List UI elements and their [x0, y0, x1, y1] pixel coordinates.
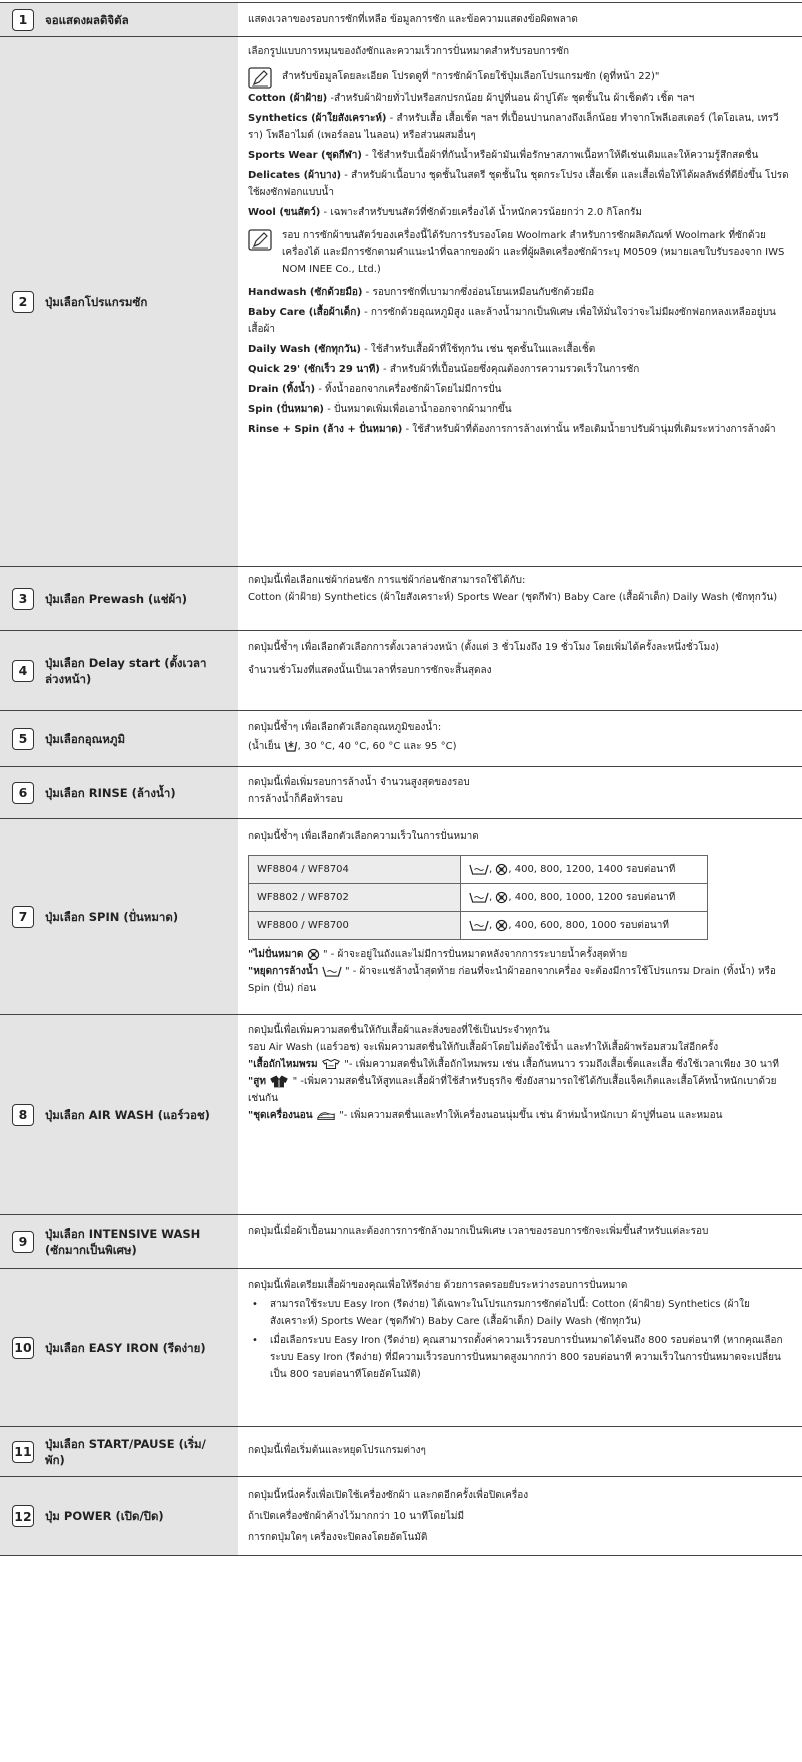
row-description [238, 631, 802, 710]
no-spin-note: "ไม่ปั่นหมาด " - ผ้าจะอยู่ในถังและไม่มีการปั่นหมาดหลังจากการระบายน้ำครั้งสุดท้าย [248, 949, 628, 960]
description-line: กดปุ่มนี้เมื่อผ้าเปื้อนมากและต้องการการซักล้างมากเป็นพิเศษ เวลาของรอบการซักจะเพิ่มขึ้นสำหรับแต่ละรอบ [248, 1226, 709, 1237]
temperature-options: (น้ำเย็น , 30 °C, 40 °C, 60 °C และ 95 °C) [248, 741, 457, 752]
air-wash-suit-item: "สูท " -เพิ่มความสดชื่นให้สูทและเสื้อผ้าที่ใช้สำหรับธุรกิจ ซึ่งยังสามารถใช้ได้กับเสื้อแจ็คเก็ตและเสื้อโค้ทน้ำหนักเบาด้วยเช่นกัน [248, 1076, 777, 1104]
table-row-3 [0, 566, 802, 630]
description-line: จำนวนชั่วโมงที่แสดงนั้นเป็นเวลาที่รอบการซักจะสิ้นสุดลง [248, 665, 492, 676]
item-title: ปุ่มเลือก EASY IRON (รีดง่าย) [45, 1340, 206, 1355]
item-number: 11 [12, 1441, 34, 1463]
list-item: • สามารถใช้ระบบ Easy Iron (รีดง่าย) ได้เฉพาะในโปรแกรมการซักต่อไปนี้: Cotton (ผ้าฝ้าย) Synthetics (ผ้าใยสังเคราะห์) Sports Wear (ชุดกีฬา) Baby Care (เสื้อผ้าเด็ก) Daily Wash (ซักทุกวัน) [248, 1296, 792, 1330]
program-item [248, 341, 792, 358]
description-line: การกดปุ่มใดๆ เครื่องจะปิดลงโดยอัตโนมัติ [248, 1532, 428, 1543]
row-header [0, 1015, 238, 1214]
model-cell: WF8802 / WF8702 [249, 884, 461, 912]
table-row-4 [0, 630, 802, 710]
note-pencil-icon [248, 229, 272, 251]
item-title: ปุ่มเลือกอุณหภูมิ [45, 731, 126, 746]
program-description: - เฉพาะสำหรับขนสัตว์ที่ซักด้วยเครื่องได้ น้ำหนักควรน้อยกว่า 2.0 กิโลกรัม [320, 207, 642, 218]
spin-intro: กดปุ่มนี้ซ้ำๆ เพื่อเลือกตัวเลือกความเร็วในการปั่นหมาด [248, 831, 479, 842]
description-line: กดปุ่มนี้ซ้ำๆ เพื่อเลือกตัวเลือกการตั้งเวลาล่วงหน้า (ตั้งแต่ 3 ชั่วโมงถึง 19 ชั่วโมง โดยเพิ่มได้ครั้งละหนึ่งชั่วโมง) [248, 642, 720, 653]
program-name: Rinse + Spin (ล้าง + ปั่นหมาด) [248, 424, 403, 435]
no-spin-icon [495, 863, 508, 876]
row-description [238, 1427, 802, 1476]
row-header [0, 1477, 238, 1555]
program-name: Handwash (ซักด้วยมือ) [248, 287, 363, 298]
program-item [248, 284, 792, 301]
row-description [238, 711, 802, 766]
easy-iron-intro: กดปุ่มนี้เพื่อเตรียมเสื้อผ้าของคุณเพื่อให้รีดง่าย ด้วยการลดรอยยับระหว่างรอบการปั่นหมาด [248, 1280, 628, 1291]
row-header [0, 567, 238, 630]
item-number: 8 [12, 1104, 34, 1126]
program-item [248, 421, 792, 438]
note-box [248, 65, 792, 85]
description-line: กดปุ่มนี้หนึ่งครั้งเพื่อเปิดใช้เครื่องซักผ้า และกดอีกครั้งเพื่อปิดเครื่อง [248, 1490, 529, 1501]
table-row-6 [0, 766, 802, 818]
description-line: กดปุ่มนี้เพื่อเลือกแช่ผ้าก่อนซัก การแช่ผ้าก่อนซักสามารถใช้ได้กับ: [248, 575, 526, 586]
program-name: Sports Wear (ชุดกีฬา) [248, 150, 362, 161]
program-name: Delicates (ผ้าบาง) [248, 170, 342, 181]
item-number: 6 [12, 782, 34, 804]
row-header [0, 711, 238, 766]
row-description [238, 767, 802, 818]
air-wash-knit-item: "เสื้อถักไหมพรม "- เพิ่มความสดชื่นให้เสื้อถักไหมพรม เช่น เสื้อกันหนาว รวมถึงเสื้อเชิ้ตและเสื้อ ซึ่งใช้เวลาเพียง 30 นาที [248, 1059, 779, 1070]
row-header [0, 819, 238, 1014]
table-row-7 [0, 818, 802, 1014]
item-number: 4 [12, 660, 34, 682]
row-header [0, 631, 238, 710]
item-title: ปุ่มเลือก INTENSIVE WASH (ซักมากเป็นพิเศษ) [45, 1226, 201, 1257]
speed-values: , 400, 800, 1200, 1400 รอบต่อนาที [508, 864, 676, 875]
list-item: • เมื่อเลือกระบบ Easy Iron (รีดง่าย) คุณสามารถตั้งค่าความเร็วรอบการปั่นหมาดได้จนถึง 800 รอบต่อนาที (หากคุณเลือกระบบ Easy Iron (รีดง่าย) ที่มีความเร็วรอบการปั่นหมาดสูงมากกว่า 800 รอบต่อนาที ความเร็วในการปั่นหมาดจะเปลี่ยนเป็น 800 รอบต่อนาทีโดยอัตโนมัติ) [248, 1332, 792, 1383]
item-number: 2 [12, 291, 34, 313]
speed-values: , 400, 600, 800, 1000 รอบต่อนาที [508, 920, 669, 931]
program-name: Drain (ทิ้งน้ำ) [248, 384, 316, 395]
program-description: - สำหรับผ้าเนื้อบาง ชุดชั้นในสตรี ชุดชั้นใน ชุดกระโปรง เสื้อเชิ้ต และเสื้อเพื่อให้ได้ผลลัพธ์ที่ดียิ่งขึ้น โปรดใช้ผงซักฟอกแบบน้ำ [248, 170, 789, 198]
rinse-hold-icon [469, 863, 489, 876]
item-number: 9 [12, 1231, 34, 1253]
rinse-hold-icon [469, 919, 489, 932]
cold-water-icon [284, 739, 298, 753]
program-description: - ใช้สำหรับผ้าที่ต้องการการล้างเท่านั้น หรือเติมน้ำยาปรับผ้านุ่มที่เติมระหว่างการล้างผ้า [402, 424, 776, 435]
no-spin-icon [307, 948, 320, 961]
item-title: จอแสดงผลดิจิตัล [45, 12, 129, 27]
item-title: ปุ่มเลือกโปรแกรมซัก [45, 294, 148, 309]
row-description [238, 3, 802, 36]
program-description: - สำหรับเสื้อ เสื้อเชิ้ต ฯลฯ ที่เปื้อนปานกลางถึงเล็กน้อย ทำจากโพลีเอสเตอร์ (ไดโอเลน, เทรวีรา) โพลีอาไมด์ (เพอร์ลอน ไนลอน) หรือส่วนผสมอื่นๆ [248, 113, 779, 141]
row-header [0, 1427, 238, 1476]
program-description: -สำหรับผ้าฝ้ายทั่วไปหรือสกปรกน้อย ผ้าปูที่นอน ผ้าปูโต๊ะ ชุดชั้นใน ผ้าเช็ดตัว เชิ้ต ฯลฯ [327, 93, 695, 104]
row-description [238, 1269, 802, 1426]
program-description: - ใช้สำหรับเนื้อผ้าที่กันน้ำหรือผ้ามันเพื่อรักษาสภาพเนื้อหาให้ดีเช่นเดิมและให้ความรู้สึกสดชื่น [361, 150, 759, 161]
row-header [0, 1215, 238, 1268]
rinse-hold-icon [322, 965, 342, 978]
item-number: 1 [12, 9, 34, 31]
description-line: รอบ Air Wash (แอร์วอช) จะเพิ่มความสดชื่นให้กับเสื้อผ้าโดยไม่ต้องใช้น้ำ และทำให้เสื้อผ้าพร้อมสวมใส่อีกครั้ง [248, 1042, 719, 1053]
note-text: สำหรับข้อมูลโดยละเอียด โปรดดูที่ "การซักผ้าโดยใช้ปุ่มเลือกโปรแกรมซัก (ดูที่หน้า 22)" [282, 71, 660, 82]
description-line: กดปุ่มนี้เพื่อเพิ่มความสดชื่นให้กับเสื้อผ้าและสิ่งของที่ใช้เป็นประจำทุกวัน [248, 1025, 550, 1036]
speed-cell: , , 400, 600, 800, 1000 รอบต่อนาที [461, 912, 708, 940]
item-title: ปุ่มเลือก START/PAUSE (เริ่ม/พัก) [45, 1436, 206, 1467]
program-item [248, 204, 792, 221]
item-number: 7 [12, 906, 34, 928]
row-description [238, 1015, 802, 1214]
item-title: ปุ่มเลือก AIR WASH (แอร์วอช) [45, 1107, 210, 1122]
program-item [248, 147, 792, 164]
table-row [249, 856, 708, 884]
table-row [249, 884, 708, 912]
description-line: กดปุ่มนี้ซ้ำๆ เพื่อเลือกตัวเลือกอุณหภูมิของน้ำ: [248, 722, 442, 733]
item-title: ปุ่มเลือก Delay start (ตั้งเวลาล่วงหน้า) [45, 655, 207, 686]
program-item [248, 90, 792, 107]
table-row-11 [0, 1426, 802, 1476]
program-intro: เลือกรูปแบบการหมุนของถังซักและความเร็วการปั่นหมาดสำหรับรอบการซัก [248, 46, 570, 57]
description-line: Cotton (ผ้าฝ้าย) Synthetics (ผ้าใยสังเคราะห์) Sports Wear (ชุดกีฬา) Baby Care (เสื้อผ้าเด็ก) Daily Wash (ซักทุกวัน) [248, 592, 778, 603]
table-row-9 [0, 1214, 802, 1268]
description-line: กดปุ่มนี้เพื่อเพิ่มรอบการล้างน้ำ จำนวนสูงสุดของรอบ [248, 777, 470, 788]
description-line: การล้างน้ำก็คือห้ารอบ [248, 794, 343, 805]
bullet-icon: • [252, 1335, 258, 1346]
speed-values: , 400, 800, 1000, 1200 รอบต่อนาที [508, 892, 676, 903]
item-number: 10 [12, 1337, 34, 1359]
program-list-b [248, 284, 792, 438]
suit-icon [269, 1075, 289, 1088]
program-item [248, 167, 792, 201]
program-description: - ปั่นหมาดเพิ่มเพื่อเอาน้ำออกจากผ้ามากขึ้น [324, 404, 512, 415]
row-description [238, 1215, 802, 1268]
rinse-hold-icon [469, 891, 489, 904]
table-row-1 [0, 2, 802, 36]
model-cell: WF8804 / WF8704 [249, 856, 461, 884]
item-title: ปุ่มเลือก SPIN (ปั่นหมาด) [45, 909, 179, 924]
program-item [248, 401, 792, 418]
program-description: - ทิ้งน้ำออกจากเครื่องซักผ้าโดยไม่มีการปั่น [315, 384, 502, 395]
item-title: ปุ่ม POWER (เปิด/ปิด) [45, 1509, 164, 1523]
table-row-5 [0, 710, 802, 766]
program-description: - ใช้สำหรับเสื้อผ้าที่ใช้ทุกวัน เช่น ชุดชั้นในและเสื้อเชิ้ต [360, 344, 596, 355]
row-header [0, 767, 238, 818]
program-name: Daily Wash (ซักทุกวัน) [248, 344, 361, 355]
row-description [238, 37, 802, 566]
program-name: Quick 29' (ซักเร็ว 29 นาที) [248, 364, 380, 375]
bullet-icon: • [252, 1299, 258, 1310]
note-pencil-icon [248, 67, 272, 89]
row-header [0, 1269, 238, 1426]
item-title: ปุ่มเลือก RINSE (ล้างน้ำ) [45, 785, 176, 800]
bedding-icon [316, 1109, 336, 1121]
program-name: Baby Care (เสื้อผ้าเด็ก) [248, 307, 361, 318]
program-item [248, 381, 792, 398]
knitwear-icon [321, 1058, 341, 1070]
row-description [238, 1477, 802, 1555]
table-row [249, 912, 708, 940]
model-cell: WF8800 / WF8700 [249, 912, 461, 940]
program-name: Spin (ปั่นหมาด) [248, 404, 325, 415]
program-item [248, 110, 792, 144]
row-header [0, 3, 238, 36]
spin-speed-table [248, 855, 708, 940]
description-line: กดปุ่มนี้เพื่อเริ่มต้นและหยุดโปรแกรมต่างๆ [248, 1445, 426, 1456]
woolmark-note-text: รอบ การซักผ้าขนสัตว์ของเครื่องนี้ได้รับการรับรองโดย Woolmark สำหรับการซักผลิตภัณฑ์ Woolmark ที่ซักด้วยเครื่องได้ และมีการซักตามคำแนะนำที่ฉลากของผ้า และที่ผู้ผลิตเครื่องซักผ้าระบุ M0509 (หมายเลขใบรับรองจาก IWS NOM INEE Co., Ltd.) [282, 230, 785, 275]
row-description [238, 567, 802, 630]
table-row-2 [0, 36, 802, 566]
row-description [238, 819, 802, 1014]
woolmark-note-box [248, 227, 792, 278]
description-line: ถ้าเปิดเครื่องซักผ้าค้างไว้มากกว่า 10 นาทีโดยไม่มี [248, 1511, 465, 1522]
program-description: - สำหรับผ้าที่เปื้อนน้อยซึ่งคุณต้องการความรวดเร็วในการซัก [379, 364, 640, 375]
program-name: Synthetics (ผ้าใยสังเคราะห์) [248, 113, 387, 124]
description-text: แสดงเวลาของรอบการซักที่เหลือ ข้อมูลการซัก และข้อความแสดงข้อผิดพลาด [248, 14, 578, 25]
program-name: Cotton (ผ้าฝ้าย) [248, 93, 328, 104]
table-row-8 [0, 1014, 802, 1214]
program-description: - การซักด้วยอุณหภูมิสูง และล้างน้ำมากเป็นพิเศษ เพื่อให้มั่นใจว่าจะไม่มีผงซักฟอกหลงเหลืออยู่บนเสื้อผ้า [248, 307, 776, 335]
speed-cell: , , 400, 800, 1200, 1400 รอบต่อนาที [461, 856, 708, 884]
air-wash-bedding-item: "ชุดเครื่องนอน "- เพิ่มความสดชื่นและทำให้เครื่องนอนนุ่มขึ้น เช่น ผ้าห่มน้ำหนักเบา ผ้าปูที่นอน และหมอน [248, 1110, 723, 1121]
program-list-a [248, 90, 792, 221]
row-header [0, 37, 238, 566]
program-name: Wool (ขนสัตว์) [248, 207, 321, 218]
program-description: - รอบการซักที่เบามากซึ่งอ่อนโยนเหมือนกับซักด้วยมือ [362, 287, 595, 298]
item-title: ปุ่มเลือก Prewash (แช่ผ้า) [45, 591, 187, 606]
rinse-hold-note: "หยุดการล้างน้ำ " - ผ้าจะแช่ล้างน้ำสุดท้าย ก่อนที่จะนำผ้าออกจากเครื่อง จะต้องมีการใช้โปรแกรม Drain (ทิ้งน้ำ) หรือ Spin (ปั่น) ก่อน [248, 966, 776, 994]
no-spin-icon [495, 919, 508, 932]
item-number: 3 [12, 588, 34, 610]
table-row-10 [0, 1268, 802, 1426]
table-row-12 [0, 1476, 802, 1556]
program-item [248, 304, 792, 338]
speed-cell: , , 400, 800, 1000, 1200 รอบต่อนาที [461, 884, 708, 912]
no-spin-icon [495, 891, 508, 904]
item-number: 12 [12, 1505, 34, 1527]
program-item [248, 361, 792, 378]
item-number: 5 [12, 728, 34, 750]
